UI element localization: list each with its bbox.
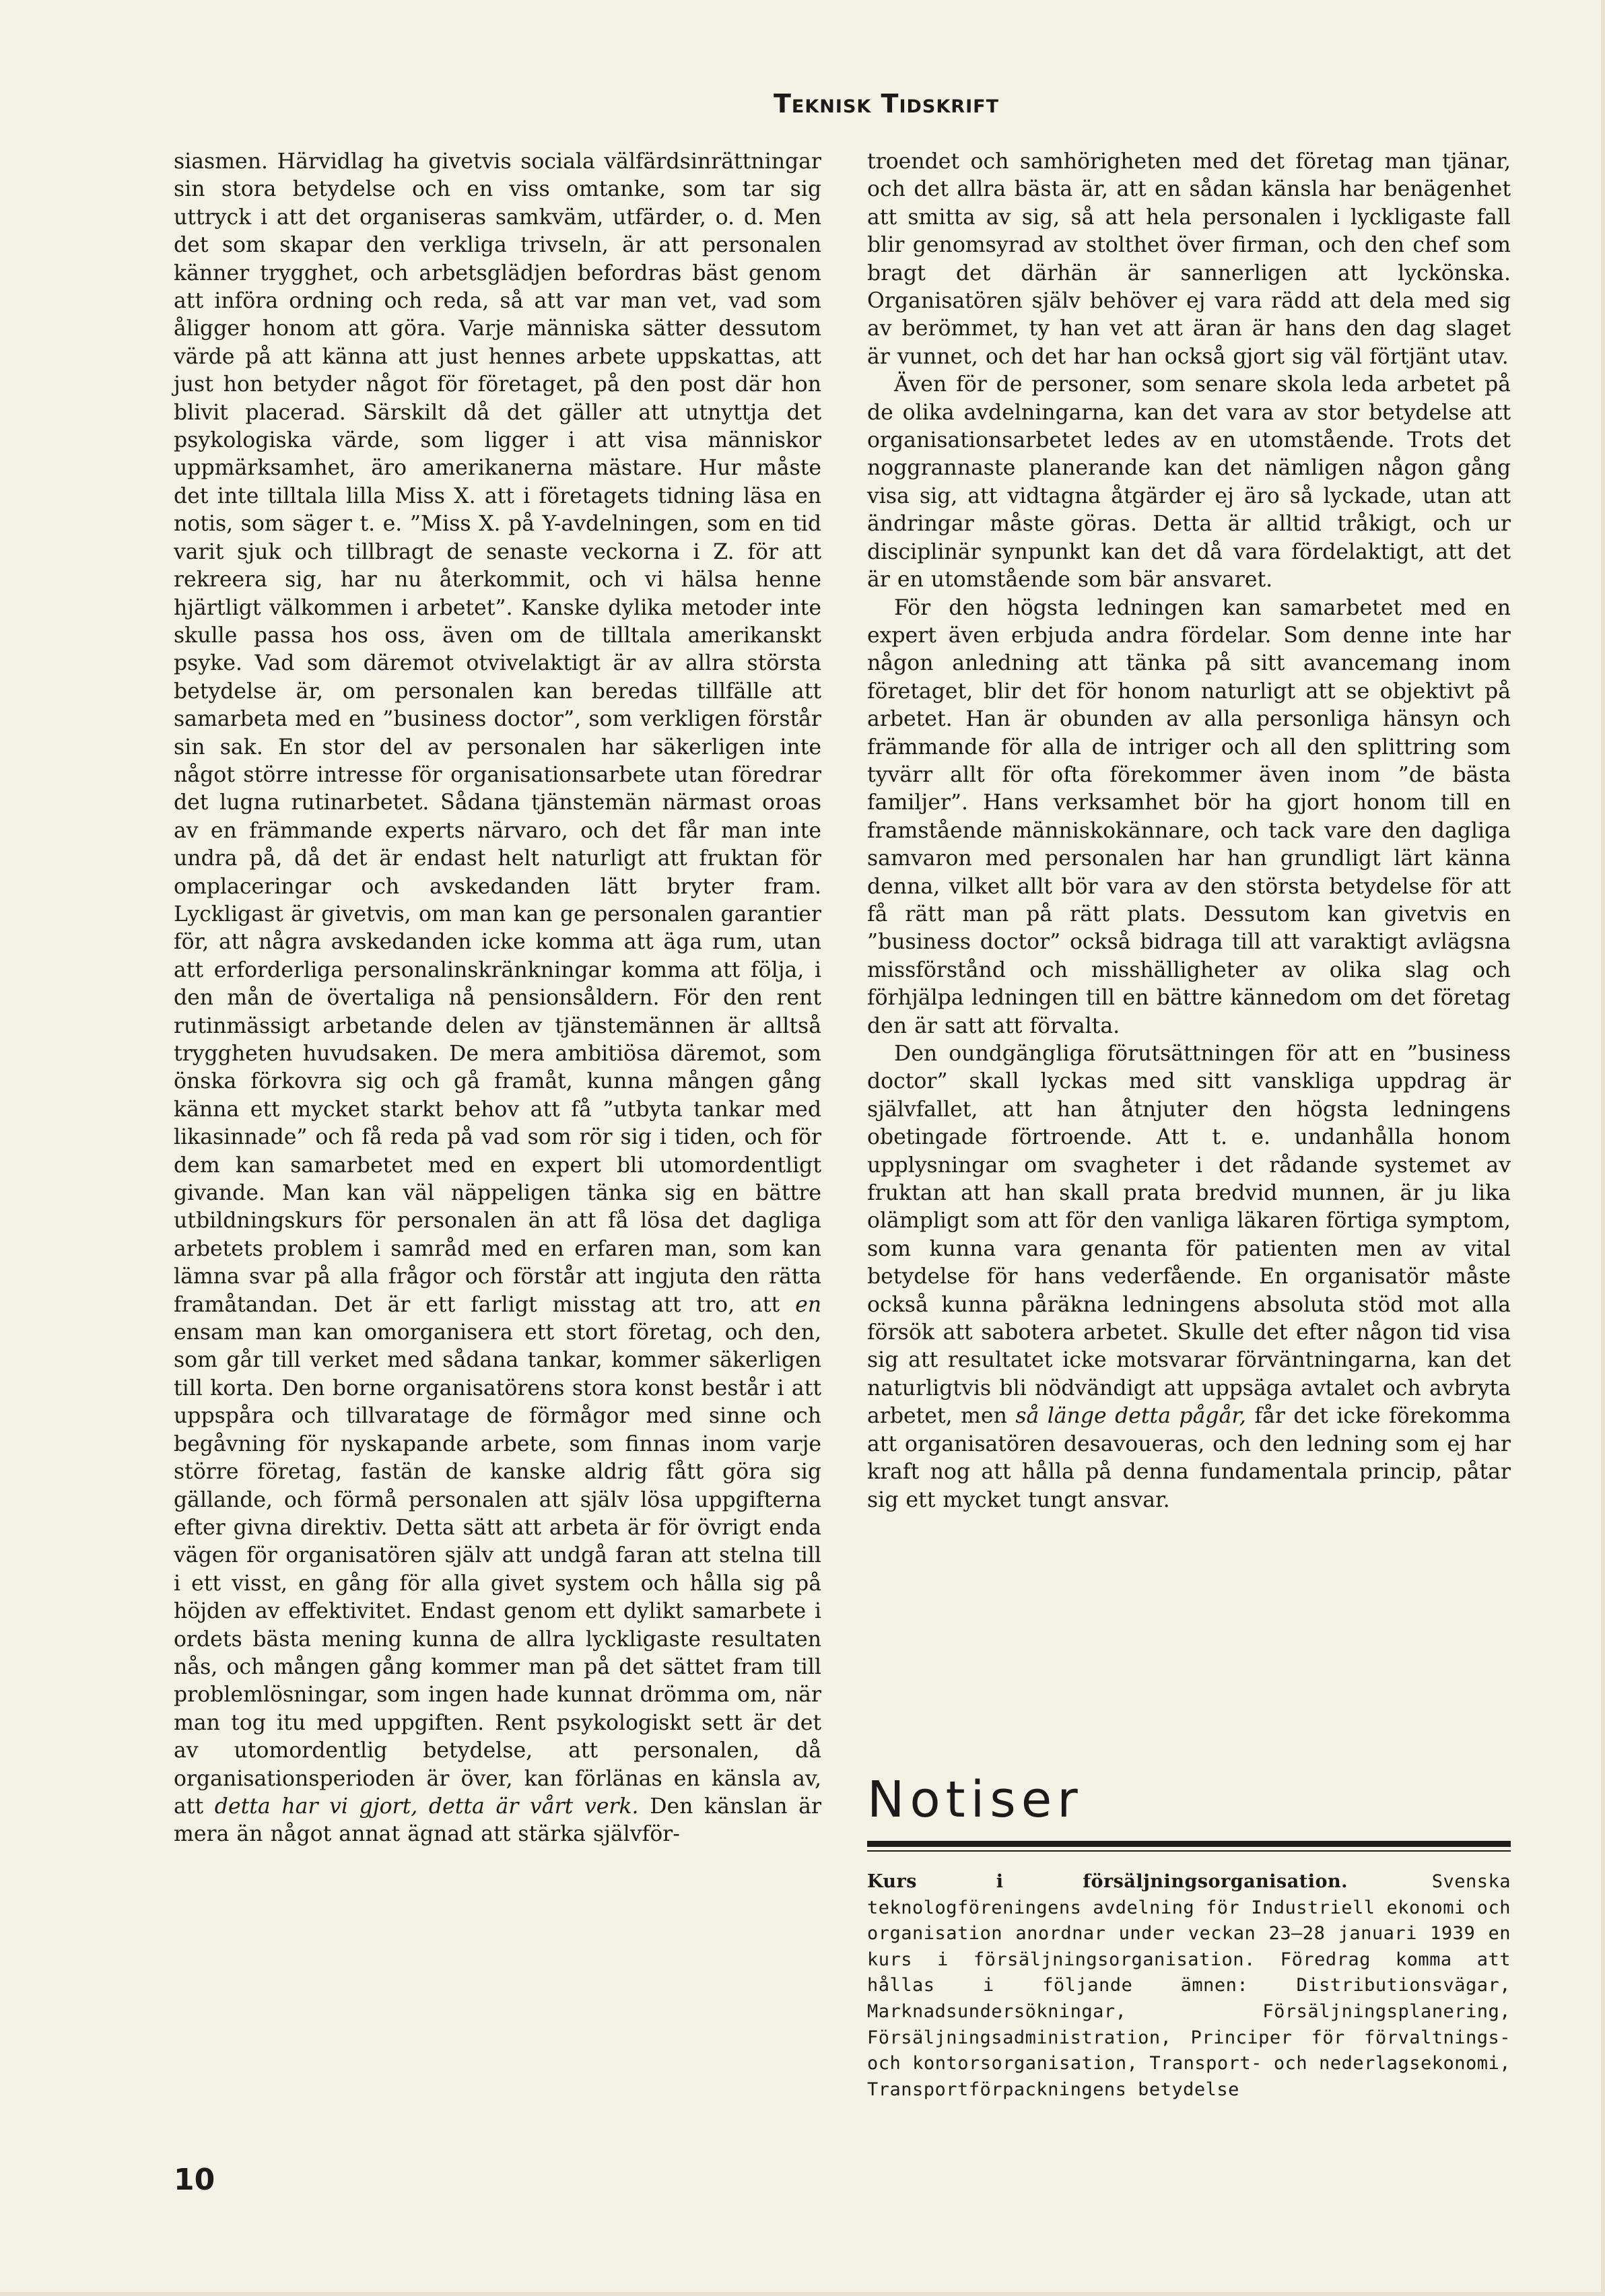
left-emphasis-en: en xyxy=(795,1292,821,1317)
left-text-part-3: Den känslan är mera än något annat ägnad att stärka självför- xyxy=(174,1794,822,1847)
notiser-rule-thick xyxy=(867,1841,1511,1847)
left-text-part-1: siasmen. Härvidlag ha givetvis sociala välfärdsinrättningar sin stora betydelse och en viss omtanke, som tar sig uttryck i att det organiseras samkväm, utfärder, o. d. Men det som skapar den verkliga trivseln, är att personalen känner trygghet, och arbetsglädjen befordras bäst genom att införa ordning och reda, så att var man vet, vad som åligger honom att göra. Varje människa sätter dessutom värde på att känna att just hennes arbete uppskattas, att just hon betyder något för företaget, på den post där hon blivit placerad. Särskilt då det gäller att utnyttja det psykologiska värde, som ligger i att visa människor uppmärksamhet, äro amerikanerna mästare. Hur måste det inte tilltala lilla Miss X. att i företagets tidning läsa en notis, som säger t. e. ”Miss X. på Y-avdelningen, som en tid varit sjuk och tillbragt de senaste veckorna i Z. för att rekreera sig, har nu återkommit, och vi hälsa henne hjärtligt välkommen i arbetet”. Kanske dylika metoder inte skulle passa hos oss, även om de tilltala amerikanskt psyke. Vad som däremot otvivelaktigt är av allra största betydelse är, om personalen kan beredas tillfälle att samarbeta med en ”business doctor”, som verkligen förstår sin sak. En stor del av personalen har säkerligen inte något större intresse för organisationsarbete utan föredrar det lugna rutinarbetet. Sådana tjänstemän närmast oroas av en främmande experts närvaro, och det får man inte undra på, då det är endast helt naturligt att fruktan för omplaceringar och avskedanden lätt bryter fram. Lyckligast är givetvis, om man kan ge personalen garantier för, att några avskedanden icke komma att äga rum, utan att erforderliga personalinskränkningar komma att följa, i den mån de övertaliga nå pensionsåldern. För den rent rutinmässigt arbetande delen av tjänstemännen är alltså tryggheten huvudsaken. De mera ambitiösa däremot, som önska förkovra sig och gå framåt, kunna mången gång känna ett mycket starkt behov att få ”utbyta tankar med likasinnade” och få reda på vad som rör sig i tiden, och för dem kan samarbetet med en expert bli utomordentligt givande. Man kan väl näppeligen tänka sig en bättre utbildningskurs för personalen än att få lösa det dagliga arbetets problem i samråd med en erfaren man, som kan lämna svar på alla frågor och förstår att ingjuta den rätta framåtandan. Det är ett farligt misstag att tro, att xyxy=(174,149,821,1317)
right-paragraph-1: troendet och samhörigheten med det företag man tjänar, och det allra bästa är, att en sådan känsla har benägenhet att smitta av sig, så att hela personalen i lyckligaste fall blir genomsyrad av stolthet över firman, och den chef som bragt det därhän är sannerligen att lyckönska. Organisatören själv behöver ej vara rädd att dela med sig av berömmet, ty han vet att äran är hans den dag slaget är vunnet, och det har han också gjort sig väl förtjänt utav. xyxy=(867,149,1511,369)
right-p4-part-1: Den oundgängliga förutsättningen för att en ”business doctor” skall lyckas med sitt vanskliga uppdrag är självfallet, att han åtnjuter den högsta ledningens obetingade förtroende. Att t. e. undanhålla honom upplysningar om svagheter i det rådande systemet av fruktan att han skall prata bredvid munnen, är ju lika olämpligt som att för den vanliga läkaren förtiga symptom, som kunna vara genanta för patienten men av vital betydelse för hans vederfående. En organisatör måste också kunna påräkna ledningens absoluta stöd mot alla försök att sabotera arbetet. Skulle det efter någon tid visa sig att resultatet icke motsvarar förväntningarna, kan det naturligtvis bli nödvändigt att uppsäga avtalet och avbryta arbetet, men xyxy=(867,1042,1511,1429)
right-paragraph-4 xyxy=(867,1040,1511,1514)
left-paragraph xyxy=(174,148,821,1849)
right-paragraph-2: Även för de personer, som senare skola leda arbetet på de olika avdelningarna, kan det vara av stor betydelse att organisationsarbetet ledes av en utomstående. Trots det noggrannaste planerande kan det nämligen någon gång visa sig, att vidtagna åtgärder ej äro så lyckade, utan att ändringar måste göras. Detta är alltid tråkigt, och ur disciplinär synpunkt kan det då vara fördelaktigt, att det är en utomstående som bär ansvaret. xyxy=(867,372,1511,593)
right-p4-part-2: får det icke förekomma att organisatören desavoueras, och den ledning som ej har kraft nog att hålla på denna fundamentala princip, påtar sig ett mycket tungt ansvar. xyxy=(867,1404,1511,1512)
notiser-item xyxy=(867,1869,1511,2103)
left-text-part-2: ensam man kan omorganisera ett stort företag, och den, som går till verket med sådana tankar, kommer säkerligen till korta. Den borne organisatörens stora konst består i att uppspåra och tillvaratage de förmågor med sinne och begåvning för nyskapande arbete, som finnas inom varje större företag, fastän de kanske aldrig fått göra sig gällande, och förmå personalen att själv lösa uppgifterna efter givna direktiv. Detta sätt att arbeta är för övrigt enda vägen för organisatören själv att undgå faran att stelna till i ett visst, en gång för alla givet system och hålla sig på höjden av effektivitet. Endast genom ett dylikt samarbete i ordets bästa mening kunna de allra lyckligaste resultaten nås, och mången gång kommer man på det sättet fram till problemlösningar, som ingen hade kunnat drömma om, när man tog itu med uppgiften. Rent psykologiskt sett är det av utomordentlig betydelse, att personalen, då organisationsperioden är över, kan förlänas en känsla av, att xyxy=(174,1320,821,1819)
running-header: Teknisk Tidskrift xyxy=(774,89,999,119)
right-paragraph-3: För den högsta ledningen kan samarbetet med en expert även erbjuda andra fördelar. Som denne inte har någon anledning att tänka på sitt avancemang inom företaget, blir det för honom naturligt att se objektivt på arbetet. Han är obunden av alla personliga hänsyn och främmande för alla de intriger och all den splittring som tyvärr allt för ofta förekommer även inom ”de bästa familjer”. Hans verksamhet bör ha gjort honom till en framstående människokännare, och tack vare den dagliga samvaron med personalen har han grundligt lärt känna denna, vilket allt bör vara av den största betydelse för att få rätt man på rätt plats. Dessutom kan givetvis en ”business doctor” också bidraga till att varaktigt avlägsna missförstånd och misshälligheter av olika slag och förhjälpa ledningen till en bättre kännedom om det företag den är satt att förvalta. xyxy=(867,595,1511,1038)
left-emphasis-quote: detta har vi gjort, detta är vårt verk. xyxy=(214,1794,639,1819)
notiser-rule-thin xyxy=(867,1850,1511,1852)
right-p4-emphasis: så länge detta pågår, xyxy=(1015,1404,1246,1429)
notiser-heading: Notiser xyxy=(867,1771,1083,1829)
right-column xyxy=(867,148,1511,1514)
left-column xyxy=(174,148,821,1849)
notiser-item-title: Kurs i försäljningsorganisation. xyxy=(867,1871,1348,1892)
notiser-item-body: Svenska teknologföreningens avdelning för Industriell ekonomi och organisation anordnar under veckan 23—28 januari 1939 en kurs i försäljningsorganisation. Föredrag komma att hållas i följande ämnen: Distributionsvägar, Marknadsundersökningar, Försäljningsplanering, Försäljningsadministration, Principer för förvaltnings- och kontorsorganisation, Transport- och nederlagsekonomi, Transportförpackningens betydelse xyxy=(867,1871,1511,2100)
page-number: 10 xyxy=(174,2163,215,2197)
